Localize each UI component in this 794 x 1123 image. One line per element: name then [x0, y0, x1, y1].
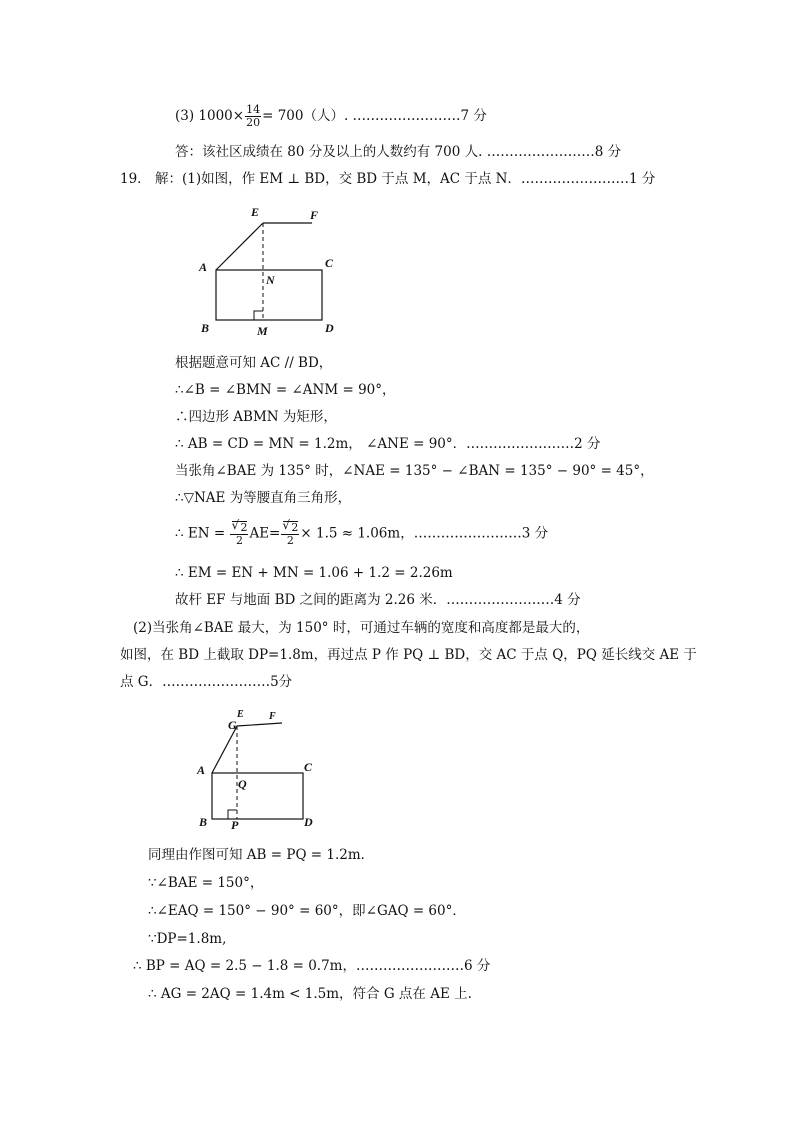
line-angle-135: 当张角∠BAE 为 135° 时，∠NAE = 135° − ∠BAN = 135° − 90° = 45°，	[175, 463, 654, 479]
line-bp: ∴ BP = AQ = 2.5 − 1.8 = 0.7m，……………………6 分	[133, 958, 491, 974]
line-conclusion1: 故杆 EF 与地面 BD 之间的距离为 2.26 米．……………………4 分	[175, 592, 581, 608]
line-parallel: 根据题意可知 AC // BD，	[175, 355, 333, 371]
label-M: M	[257, 324, 268, 338]
label-E: E	[251, 205, 260, 219]
line-dp: ∵DP=1.8m,	[148, 931, 227, 947]
line-part2-point: 点 G．……………………5分	[120, 674, 293, 690]
line-same-reason: 同理由作图可知 AB = PQ = 1.2m．	[148, 847, 375, 863]
label-F: F	[269, 711, 276, 722]
label-F: F	[310, 208, 319, 222]
label-E: E	[237, 709, 244, 720]
label-G: G	[228, 718, 237, 732]
label-P: P	[231, 818, 239, 832]
line-right-angles: ∴∠B = ∠BMN = ∠ANM = 90°，	[175, 382, 396, 398]
line-rectangle: ∴四边形 ABMN 为矩形，	[175, 409, 337, 425]
q19-line1: 19． 解：(1)如图，作 EM ⊥ BD，交 BD 于点 M，AC 于点 N．……………………1 分	[120, 171, 656, 187]
label-N: N	[266, 273, 275, 287]
line-part3: (3) 1000× $\frac{14}{20}$ = 700（人）. ……………………7 分	[175, 103, 487, 129]
line-isosceles: ∴▽NAE 为等腰直角三角形，	[175, 490, 352, 506]
line-em: ∴ EM = EN + MN = 1.06 + 1.2 = 2.26m	[175, 565, 453, 581]
line-part2-intro: (2)当张角∠BAE 最大，为 150° 时，可通过车辆的宽度和高度都是最大的，	[133, 620, 590, 636]
label-C: C	[304, 760, 313, 774]
answer-line: 答：该社区成绩在 80 分及以上的人数约有 700 人. ……………………8 分	[175, 144, 622, 160]
label-B: B	[199, 815, 208, 829]
figure-2	[190, 705, 350, 835]
fraction: $\frac{14}{20}$	[246, 103, 261, 129]
fraction: √ $\frac{2}{2}$	[281, 521, 299, 547]
line-lengths: ∴ AB = CD = MN = 1.2m， ∠ANE = 90°．……………………2 分	[175, 436, 601, 452]
label-Q: Q	[238, 777, 247, 791]
label-D: D	[325, 321, 334, 335]
figure-1	[190, 200, 350, 340]
line-part2-construct: 如图，在 BD 上截取 DP=1.8m，再过点 P 作 PQ ⊥ BD，交 AC 于点 Q，PQ 延长线交 AE 于	[120, 647, 697, 663]
label-C: C	[325, 256, 334, 270]
line-en: ∴ EN = √ $\frac{2}{2}$ AE= √ $\frac{2}{2}$ × 1.5 ≈ 1.06m，……………………3 分	[175, 521, 548, 547]
label-B: B	[201, 321, 210, 335]
line-angle-150: ∵∠BAE = 150°，	[148, 875, 264, 891]
line-angle-eaq: ∴∠EAQ = 150° − 90° = 60°，即∠GAQ = 60°．	[148, 903, 466, 919]
label-D: D	[304, 815, 313, 829]
fraction: √ $\frac{2}{2}$	[230, 521, 248, 547]
label-A: A	[199, 260, 208, 274]
line-ag: ∴ AG = 2AQ = 1.4m < 1.5m，符合 G 点在 AE 上.	[148, 986, 472, 1002]
label-A: A	[197, 763, 206, 777]
